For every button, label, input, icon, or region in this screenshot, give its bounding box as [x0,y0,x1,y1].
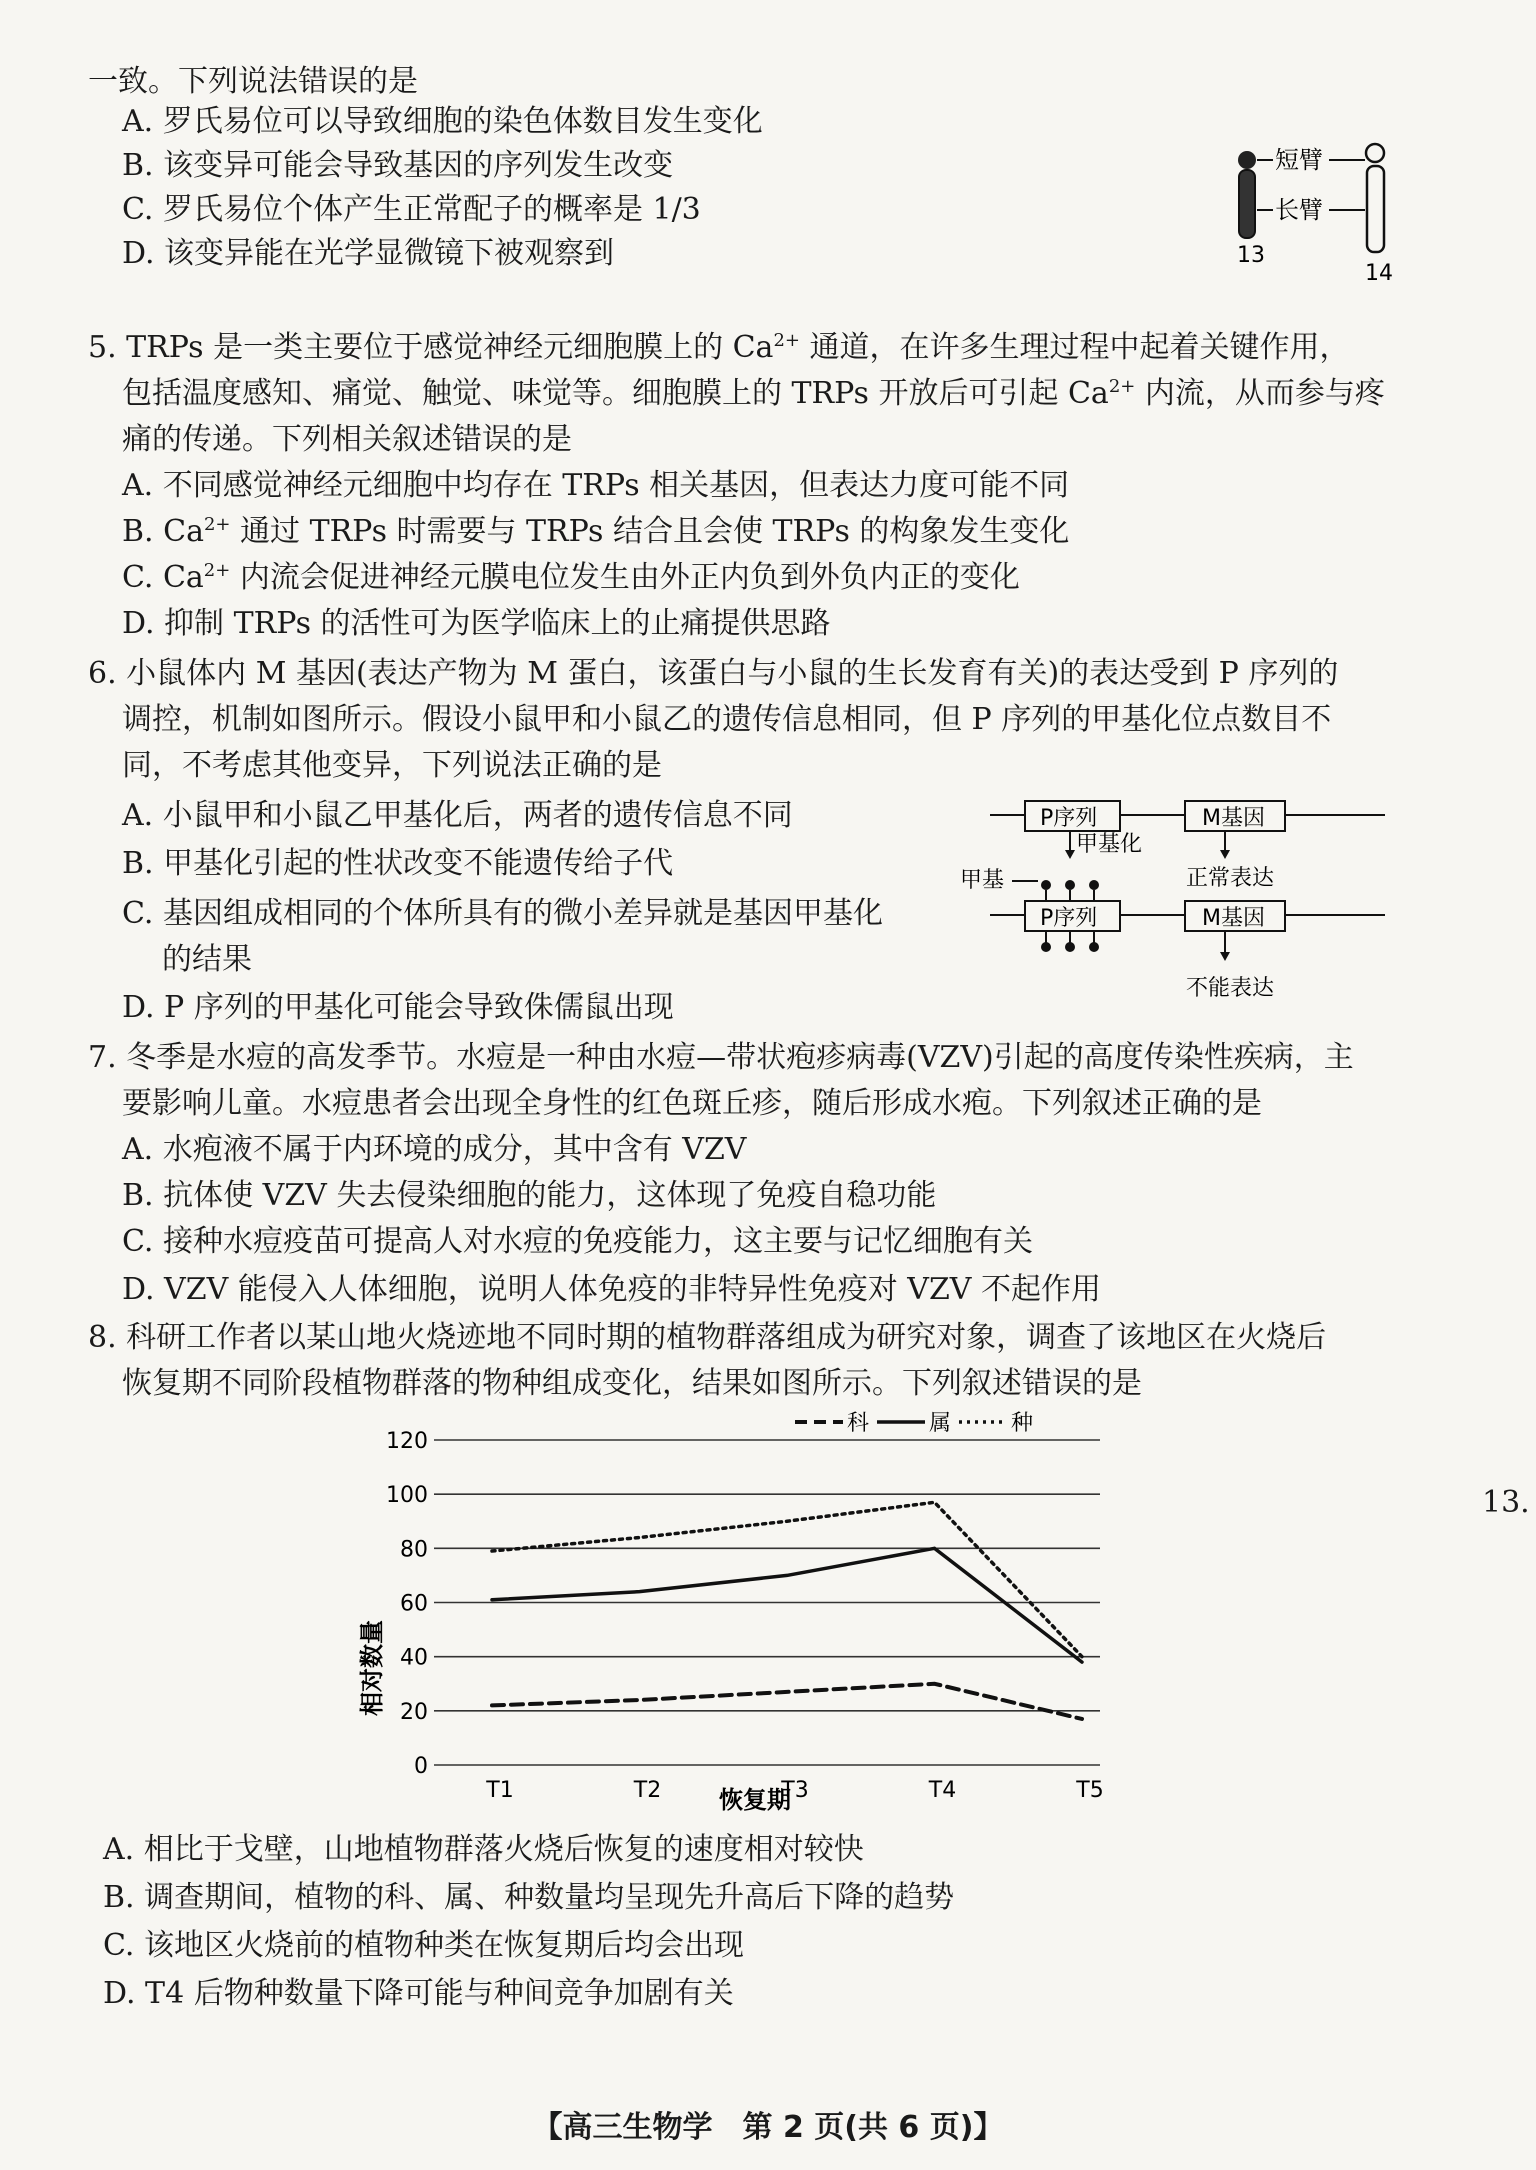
q8-option-a: A. 相比于戈壁，山地植物群落火烧后恢复的速度相对较快 [103,1832,864,1867]
chart-xtick-label: T2 [633,1778,662,1803]
q6-stem-line2: 调控，机制如图所示。假设小鼠甲和小鼠乙的遗传信息相同，但 P 序列的甲基化位点数目不 [122,702,1332,737]
q4-option-a: A. 罗氏易位可以导致细胞的染色体数目发生变化 [122,104,763,139]
q7-stem-line2: 要影响儿童。水痘患者会出现全身性的红色斑丘疹，随后形成水疱。下列叙述正确的是 [122,1086,1262,1121]
chart-ytick-label: 60 [400,1591,428,1617]
q5-stem-line3: 痛的传递。下列相关叙述错误的是 [122,422,572,457]
q4-option-b: B. 该变异可能会导致基因的序列发生改变 [122,148,674,183]
chart-ytick-label: 100 [386,1483,428,1509]
q7-option-b: B. 抗体使 VZV 失去侵染细胞的能力，这体现了免疫自稳功能 [122,1178,937,1213]
chart-ytick-label: 80 [400,1537,428,1563]
short-arm-label: 短臂 [1275,146,1323,174]
q7-option-d: D. VZV 能侵入人体细胞，说明人体免疫的非特异性免疫对 VZV 不起作用 [122,1272,1102,1307]
q5-stem-line2: 包括温度感知、痛觉、触觉、味觉等。细胞膜上的 TRPs 开放后可引起 $Ca^{2+}$ 内流，从而参与疼 [122,376,1385,411]
chromosome-13 [1238,151,1256,238]
chart-xtick-label: T4 [928,1778,957,1803]
q4-option-d: D. 该变异能在光学显微镜下被观察到 [122,236,615,271]
q7-stem-line1: 7. 冬季是水痘的高发季节。水痘是一种由水痘—带状疱疹病毒(VZV)引起的高度传染性疾病，主 [88,1040,1354,1075]
chart-legend-label: 科 [847,1411,870,1436]
q5-option-d: D. 抑制 TRPs 的活性可为医学临床上的止痛提供思路 [122,606,831,641]
chart-xlabel: 恢复期 [719,1786,791,1814]
q8-stem-line2: 恢复期不同阶段植物群落的物种组成变化，结果如图所示。下列叙述错误的是 [122,1366,1142,1401]
chart-legend-label: 种 [1011,1411,1034,1436]
chart-xtick-label: T5 [1076,1778,1104,1803]
q8-option-c: C. 该地区火烧前的植物种类在恢复期后均会出现 [103,1928,744,1963]
page-footer: 【高三生物学 第 2 页(共 6 页)】 [532,2110,1004,2145]
q8-line-chart [340,1400,1120,1820]
chart-ylabel: 相对数量 [358,1620,386,1716]
q4-stem-tail: 一致。下列说法错误的是 [88,64,418,99]
q6-stem-line1: 6. 小鼠体内 M 基因(表达产物为 M 蛋白，该蛋白与小鼠的生长发育有关)的表达受到 P 序列的 [88,656,1339,691]
q5-option-b: B. $Ca^{2+}$ 通过 TRPs 时需要与 TRPs 结合且会使 TRPs 的构象发生变化 [122,514,1070,549]
methylation-label: 甲基化 [1076,832,1143,857]
chromosome-14 [1366,144,1384,252]
p-sequence-label-bottom: P序列 [1040,906,1098,931]
long-arm-label: 长臂 [1275,196,1323,224]
q6-option-c-cont: 的结果 [162,942,252,977]
normal-expression-label: 正常表达 [1186,866,1275,891]
q7-option-a: A. 水疱液不属于内环境的成分，其中含有 VZV [122,1132,747,1167]
q8-stem-line1: 8. 科研工作者以某山地火烧迹地不同时期的植物群落组成为研究对象，调查了该地区在火烧后 [88,1320,1327,1355]
q8-option-d: D. T4 后物种数量下降可能与种间竞争加剧有关 [103,1976,734,2011]
chromosome-13-label: 13 [1237,243,1265,268]
q4-chromosome-figure [1225,140,1405,285]
methyl-group-label: 甲基 [960,868,1005,893]
q7-option-c: C. 接种水痘疫苗可提高人对水痘的免疫能力，这主要与记忆细胞有关 [122,1224,1033,1259]
chart-ytick-label: 0 [414,1754,428,1779]
no-expression-label: 不能表达 [1186,976,1275,1001]
chart-ytick-label: 20 [400,1699,428,1725]
chart-ytick-label: 40 [400,1645,428,1671]
chromosome-14-label: 14 [1365,261,1393,285]
chart-xtick-label: T3 [781,1778,809,1803]
margin-question-number: 13. [1482,1485,1530,1520]
q6-methylation-figure [960,795,1390,1010]
chart-legend-label: 属 [929,1411,952,1436]
q6-option-c: C. 基因组成相同的个体所具有的微小差异就是基因甲基化 [122,896,883,931]
q6-option-b: B. 甲基化引起的性状改变不能遗传给子代 [122,846,674,881]
q8-option-b: B. 调查期间，植物的科、属、种数量均呈现先升高后下降的趋势 [103,1880,955,1915]
q6-option-a: A. 小鼠甲和小鼠乙甲基化后，两者的遗传信息不同 [122,798,793,833]
chart-series-line-dotted [492,1502,1082,1656]
p-sequence-label-top: P序列 [1040,806,1098,831]
chart-ytick-label: 120 [386,1429,428,1454]
m-gene-label-bottom: M基因 [1202,906,1265,931]
q6-stem-line3: 同，不考虑其他变异，下列说法正确的是 [122,748,662,783]
chart-xtick-label: T1 [486,1778,514,1803]
q4-option-c: C. 罗氏易位个体产生正常配子的概率是 1/3 [122,192,701,227]
q5-option-c: C. $Ca^{2+}$ 内流会促进神经元膜电位发生由外正内负到外负内正的变化 [122,560,1020,595]
q5-stem-line1: 5. TRPs 是一类主要位于感觉神经元细胞膜上的 $Ca^{2+}$ 通道，在许多生理过程中起着关键作用， [88,330,1350,365]
q5-option-a: A. 不同感觉神经元细胞中均存在 TRPs 相关基因，但表达力度可能不同 [122,468,1070,503]
m-gene-label-top: M基因 [1202,806,1265,831]
chart-series-line-dashed [492,1684,1082,1719]
q6-option-d: D. P 序列的甲基化可能会导致侏儒鼠出现 [122,990,674,1025]
